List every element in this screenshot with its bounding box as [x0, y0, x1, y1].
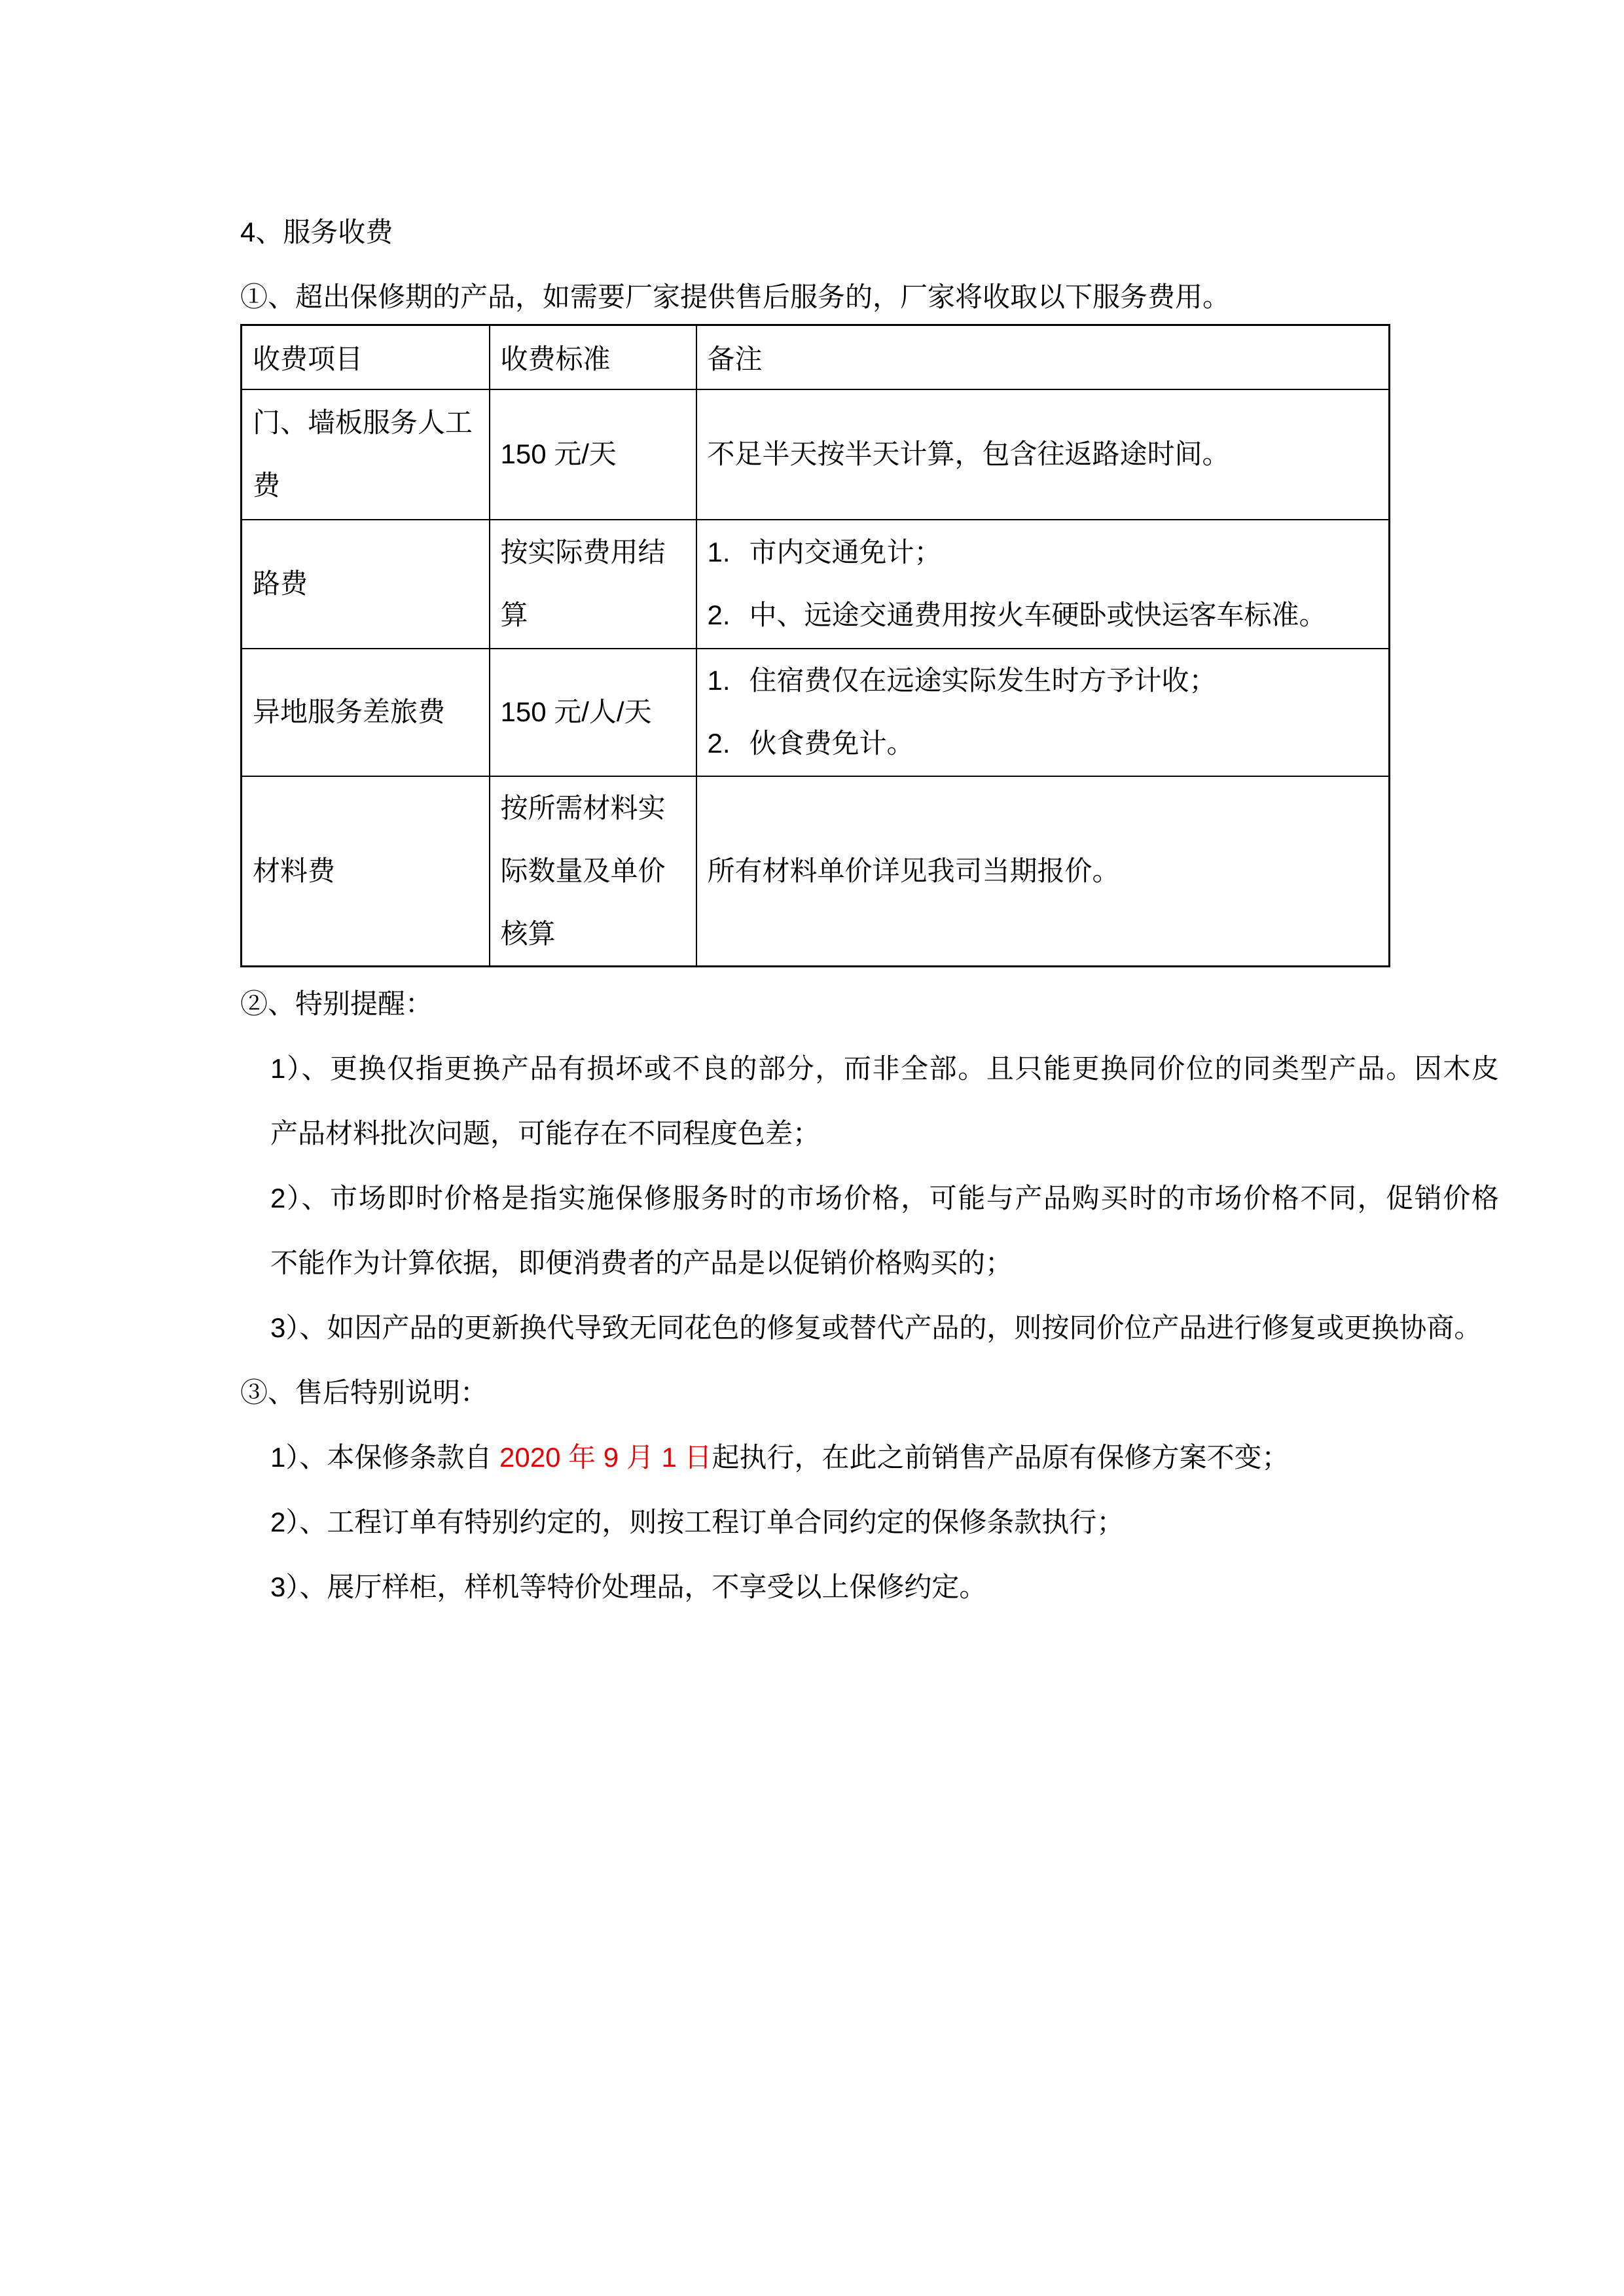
- reminder-item-1-line-1: 1）、更换仅指更换产品有损坏或不良的部分，而非全部。且只能更换同价位的同类型产品。因木皮: [270, 1052, 1499, 1084]
- table-row: [242, 649, 1390, 776]
- reminder-item-1-line-2: 产品材料批次问题，可能存在不同程度色差；: [270, 1117, 821, 1149]
- after-sales-item-1: 1）、本保修条款自 2020 年 9 月 1 日起执行，在此之前销售产品原有保修方案不变；: [270, 1441, 1290, 1473]
- special-reminder-section: [240, 971, 1499, 1360]
- remark-line: 2. 中、远途交通费用按火车硬卧或快运客车标准。: [707, 600, 1327, 630]
- fee-table: [240, 324, 1390, 967]
- cell-item: 门、墙板服务人工 费: [242, 389, 490, 520]
- reminder-item-2-line-2: 不能作为计算依据，即便消费者的产品是以促销价格购买的；: [270, 1247, 1013, 1278]
- after-sales-section: [240, 1360, 1499, 1619]
- remark-line: 2. 伙食费免计。: [707, 728, 914, 759]
- cell-standard: 按实际费用结 算: [490, 520, 696, 649]
- after-sales-heading: ③、售后特别说明：: [240, 1376, 488, 1408]
- cell-remarks: [696, 389, 1390, 520]
- table-row: [242, 776, 1390, 967]
- after-sales-item-2: 2）、工程订单有特别约定的，则按工程订单合同约定的保修条款执行；: [270, 1506, 1125, 1537]
- remark-line: 不足半天按半天计算，包含往返路途时间。: [707, 439, 1230, 469]
- remark-line: 1. 住宿费仅在远途实际发生时方予计收；: [707, 665, 1217, 696]
- cell-standard: 150 元/人/天: [490, 649, 696, 776]
- cell-standard: 按所需材料实 际数量及单价 核算: [490, 776, 696, 967]
- cell-remarks: [696, 649, 1390, 776]
- special-reminder-heading: ②、特别提醒：: [240, 988, 433, 1019]
- header-item: 收费项目: [242, 325, 490, 389]
- fee-table-header-row: [242, 325, 1390, 389]
- cell-item: 材料费: [242, 776, 490, 967]
- reminder-item-2-line-1: 2）、市场即时价格是指实施保修服务时的市场价格，可能与产品购买时的市场价格不同，促销价格: [270, 1182, 1499, 1213]
- document-content: [240, 0, 1499, 1619]
- table-row: [242, 389, 1390, 520]
- cell-standard: 150 元/天: [490, 389, 696, 520]
- header-remark: 备注: [696, 325, 1390, 389]
- effective-date-highlight: 2020 年 9 月 1 日: [499, 1441, 712, 1473]
- cell-item: 路费: [242, 520, 490, 649]
- intro-paragraph: ①、超出保修期的产品，如需要厂家提供售后服务的，厂家将收取以下服务费用。: [240, 281, 1231, 312]
- cell-item: 异地服务差旅费: [242, 649, 490, 776]
- page-title: 4、服务收费: [240, 217, 393, 247]
- cell-remarks: [696, 776, 1390, 967]
- reminder-item-3: 3）、如因产品的更新换代导致无同花色的修复或替代产品的，则按同价位产品进行修复或更换协商。: [270, 1312, 1482, 1343]
- cell-remarks: [696, 520, 1390, 649]
- after-sales-item-3: 3）、展厅样柜，样机等特价处理品，不享受以上保修约定。: [270, 1571, 987, 1602]
- remark-line: 所有材料单价详见我司当期报价。: [707, 855, 1120, 886]
- header-standard: 收费标准: [490, 325, 696, 389]
- table-row: [242, 520, 1390, 649]
- remark-line: 1. 市内交通免计；: [707, 537, 942, 567]
